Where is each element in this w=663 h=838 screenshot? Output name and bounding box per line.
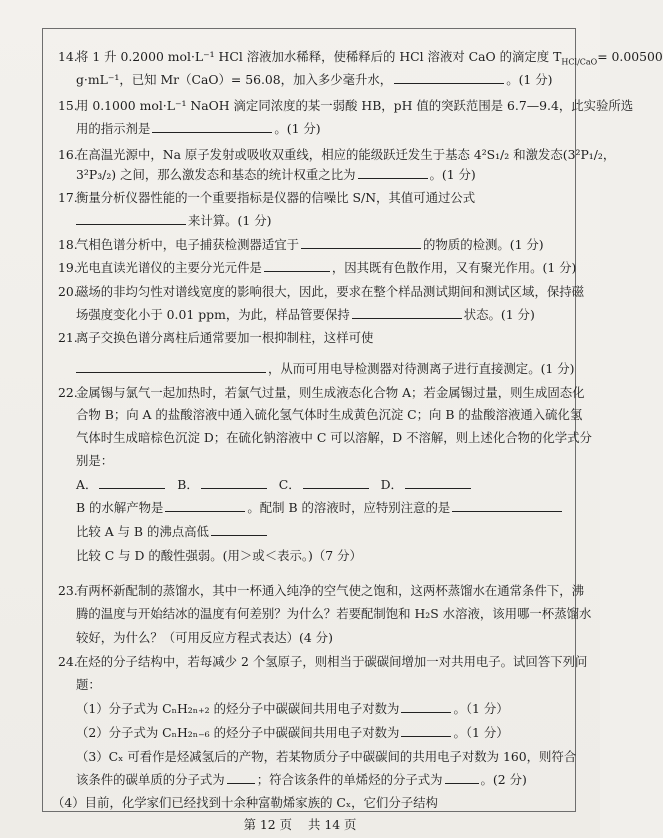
- question-16: 16.在高温光源中，Na 原子发射或吸收双重线，相应的能级跃迁发生于基态 4²S₁/₂ 和激发态(3²P₁/₂，: [58, 147, 616, 162]
- question-23: 23.有两杯新配制的蒸馏水，其中一杯通入纯净的空气使之饱和，这两杯蒸馏水在通常条件下，沸: [58, 583, 585, 598]
- question-17: 17.衡量分析仪器性能的一个重要指标是仪器的信噪比 S/N，其值可通过公式: [58, 190, 476, 205]
- question-20: 20.磁场的非均匀性对谱线宽度的影响很大，因此，要求在整个样品测试期间和测试区域，保持磁: [58, 284, 585, 299]
- answer-blank[interactable]: [401, 699, 451, 713]
- answer-blank[interactable]: [76, 211, 186, 225]
- question-24-part3: （3）Cₓ 可看作是烃减氢后的产物，若某物质分子中碳碳间的共用电子对数为 160，则符合: [76, 749, 577, 764]
- question-18: 18.气相色谱分析中，电子捕获检测器适宜于 的物质的检测。(1 分): [58, 237, 544, 252]
- answer-blank-b[interactable]: [201, 475, 267, 489]
- answer-blank[interactable]: [211, 522, 267, 536]
- question-15: 15.用 0.1000 mol·L⁻¹ NaOH 滴定同浓度的某一弱酸 HB，pH 值的突跃范围是 6.7—9.4，此实验所选: [58, 98, 634, 113]
- question-24-part1: （1）分子式为 CₙH₂ₙ₊₂ 的烃分子中碳碳间共用电子对数为 。（1 分）: [76, 701, 509, 716]
- question-24-part4: （4）目前，化学家们已经找到十余种富勒烯家族的 Cₓ，它们分子结构: [52, 795, 438, 810]
- page-number: 第 12 页: [243, 817, 292, 832]
- answer-blank[interactable]: [445, 770, 479, 784]
- question-14: 14.将 1 升 0.2000 mol·L⁻¹ HCl 溶液加水稀释，使稀释后的 HCl 溶液对 CaO 的滴定度 $T_{HCl/CaO}= 0.00500$: [58, 49, 663, 67]
- question-21: 21.离子交换色谱分离柱后通常要加一根抑制柱，这样可使: [58, 330, 374, 345]
- answer-blank-c[interactable]: [303, 475, 369, 489]
- answer-blank[interactable]: [76, 359, 266, 373]
- question-15-line2: 用的指示剂是 。(1 分): [76, 121, 321, 136]
- answer-blank[interactable]: [301, 235, 421, 249]
- question-22-line2: 合物 B；向 A 的盐酸溶液中通入硫化氢气体时生成黄色沉淀 C；向 B 的盐酸溶液通入硫化氢: [76, 407, 583, 422]
- question-24-part3-line2: 该条件的碳单质的分子式为 ；符合该条件的单烯烃的分子式为 。(2 分): [76, 772, 527, 787]
- question-16-line2: 3²P₃/₂) 之间，那么激发态和基态的统计权重之比为 。(1 分): [76, 167, 476, 182]
- question-24-line2: 题：: [76, 677, 101, 692]
- question-22-line4: 别是：: [76, 453, 114, 468]
- question-22-line8: 比较 C 与 D 的酸性强弱。(用＞或＜表示。)（7 分）: [76, 548, 362, 563]
- answer-blank[interactable]: [394, 70, 504, 84]
- answer-blank[interactable]: [452, 498, 562, 512]
- answer-blank-a[interactable]: [99, 475, 165, 489]
- page-footer: [0, 815, 600, 833]
- answer-blank[interactable]: [358, 165, 428, 179]
- answer-blank[interactable]: [352, 305, 462, 319]
- answer-blank[interactable]: [264, 258, 330, 272]
- question-23-line3: 较好，为什么？（可用反应方程式表达）(4 分): [76, 630, 333, 645]
- question-24-part2: （2）分子式为 CₙH₂ₙ₋₆ 的烃分子中碳碳间共用电子对数为 。（1 分）: [76, 725, 509, 740]
- answer-blank[interactable]: [165, 498, 245, 512]
- answer-blank-d[interactable]: [405, 475, 471, 489]
- answer-blank[interactable]: [401, 723, 451, 737]
- question-14-line2: g·mL⁻¹，已知 Mr（CaO）= 56.08，加入多少毫升水， 。(1 分): [76, 72, 553, 87]
- question-22-choices: A． B． C． D．: [58, 474, 586, 495]
- question-19: 19.光电直读光谱仪的主要分光元件是 ，因其既有色散作用，又有聚光作用。(1 分): [58, 260, 577, 275]
- answer-blank[interactable]: [152, 119, 272, 133]
- question-21-line2: ，从而可用电导检测器对待测离子进行直接测定。(1 分): [58, 358, 586, 379]
- question-24: 24.在烃的分子结构中，若每减少 2 个氢原子，则相当于碳碳间增加一对共用电子。试回答下列问: [58, 654, 588, 669]
- question-22-line3: 气体时生成暗棕色沉淀 D；在硫化钠溶液中 C 可以溶解，D 不溶解，则上述化合物的化学式分: [76, 430, 592, 445]
- question-22-line6: B 的水解产物是 。配制 B 的溶液时，应特别注意的是: [58, 497, 586, 518]
- question-23-line2: 腾的温度与开始结冰的温度有何差别？为什么？若要配制饱和 H₂S 水溶液，该用哪一杯蒸馏水: [76, 606, 592, 621]
- question-22: 22.金属锡与氯气一起加热时，若氯气过量，则生成液态化合物 A；若金属锡过量，则生成固态化: [58, 385, 585, 400]
- question-22-line7: 比较 A 与 B 的沸点高低: [58, 521, 586, 542]
- answer-blank[interactable]: [227, 770, 255, 784]
- question-20-line2: 场强度变化小于 0.01 ppm，为此，样品管要保持 状态。(1 分): [76, 307, 535, 322]
- question-17-line2: 来计算。(1 分): [58, 210, 586, 231]
- page-total: 共 14 页: [308, 817, 357, 832]
